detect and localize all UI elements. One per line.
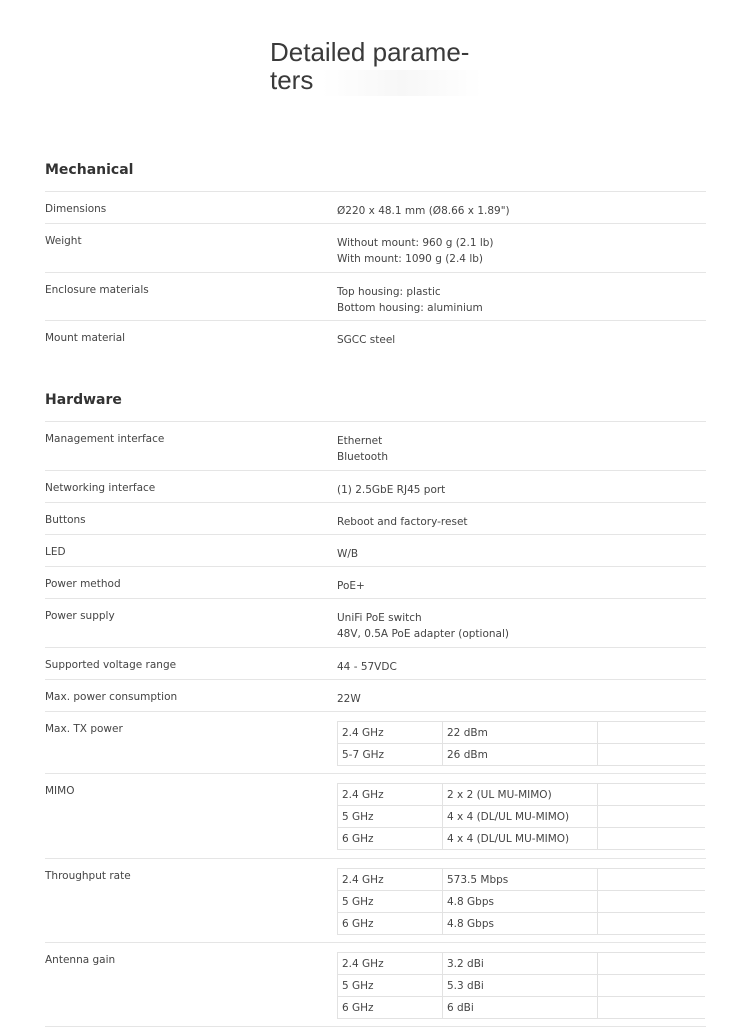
empty-cell <box>598 997 706 1019</box>
spec-value: Bluetooth <box>337 451 388 463</box>
band-cell: 2.4 GHz <box>338 869 443 891</box>
hardware-heading: Hardware <box>45 392 122 408</box>
band-cell: 2.4 GHz <box>338 784 443 806</box>
table-row <box>338 997 706 1019</box>
spec-row <box>45 223 706 272</box>
empty-cell <box>598 744 706 766</box>
band-cell: 6 GHz <box>338 828 443 850</box>
mimo-table <box>337 783 705 850</box>
band-cell: 5-7 GHz <box>338 744 443 766</box>
spec-label: Weight <box>45 235 82 247</box>
value-cell: 4.8 Gbps <box>443 891 598 913</box>
spec-value: (1) 2.5GbE RJ45 port <box>337 484 446 496</box>
empty-cell <box>598 891 706 913</box>
spec-value: With mount: 1090 g (2.4 lb) <box>337 253 484 265</box>
spec-label: Mount material <box>45 332 126 344</box>
spec-label: Networking interface <box>45 482 156 494</box>
title-fade-overlay <box>322 70 482 96</box>
table-row <box>338 913 706 935</box>
spec-label: LED <box>45 546 66 558</box>
value-cell: 3.2 dBi <box>443 953 598 975</box>
spec-row-antenna-gain <box>45 942 706 1027</box>
spec-value: 44 - 57VDC <box>337 661 397 673</box>
spec-label: Throughput rate <box>45 870 131 882</box>
band-cell: 5 GHz <box>338 891 443 913</box>
spec-label: MIMO <box>45 785 75 797</box>
spec-label: Enclosure materials <box>45 284 149 296</box>
throughput-table <box>337 868 705 935</box>
spec-value: Ethernet <box>337 435 383 447</box>
table-row <box>338 806 706 828</box>
spec-value: Without mount: 960 g (2.1 lb) <box>337 237 494 249</box>
empty-cell <box>598 828 706 850</box>
value-cell: 4.8 Gbps <box>443 913 598 935</box>
empty-cell <box>598 913 706 935</box>
spec-label: Management interface <box>45 433 165 445</box>
spec-row <box>45 502 706 534</box>
band-cell: 5 GHz <box>338 975 443 997</box>
value-cell: 2 x 2 (UL MU-MIMO) <box>443 784 598 806</box>
spec-label: Buttons <box>45 514 86 526</box>
spec-label: Power supply <box>45 610 115 622</box>
spec-row <box>45 647 706 679</box>
empty-cell <box>598 806 706 828</box>
spec-value: W/B <box>337 548 359 560</box>
band-cell: 5 GHz <box>338 806 443 828</box>
hardware-section <box>45 389 706 411</box>
spec-label: Antenna gain <box>45 954 116 966</box>
value-cell: 5.3 dBi <box>443 975 598 997</box>
spec-value: PoE+ <box>337 580 365 592</box>
value-cell: 6 dBi <box>443 997 598 1019</box>
band-cell: 2.4 GHz <box>338 722 443 744</box>
spec-value: 22W <box>337 693 361 705</box>
table-row <box>338 891 706 913</box>
spec-label: Power method <box>45 578 121 590</box>
mechanical-section <box>45 159 706 181</box>
spec-row <box>45 421 706 470</box>
table-row <box>338 953 706 975</box>
spec-value: Top housing: plastic <box>337 286 441 298</box>
empty-cell <box>598 869 706 891</box>
table-row <box>338 744 706 766</box>
page-title-line-2: ters <box>270 65 314 95</box>
spec-value: Ø220 x 48.1 mm (Ø8.66 x 1.89") <box>337 205 510 217</box>
spec-value: SGCC steel <box>337 334 396 346</box>
value-cell: 4 x 4 (DL/UL MU-MIMO) <box>443 828 598 850</box>
spec-row-throughput <box>45 858 706 942</box>
spec-value: Reboot and factory-reset <box>337 516 468 528</box>
spec-value: Bottom housing: aluminium <box>337 302 483 314</box>
empty-cell <box>598 784 706 806</box>
spec-row-mimo <box>45 773 706 858</box>
table-row <box>338 869 706 891</box>
spec-value: UniFi PoE switch <box>337 612 422 624</box>
page-title-line-1: Detailed parame- <box>270 37 470 67</box>
band-cell: 6 GHz <box>338 913 443 935</box>
mechanical-heading: Mechanical <box>45 162 134 178</box>
value-cell: 4 x 4 (DL/UL MU-MIMO) <box>443 806 598 828</box>
value-cell: 573.5 Mbps <box>443 869 598 891</box>
spec-label: Max. power consumption <box>45 691 178 703</box>
empty-cell <box>598 722 706 744</box>
table-row <box>338 975 706 997</box>
spec-value: 48V, 0.5A PoE adapter (optional) <box>337 628 509 640</box>
table-row <box>338 722 706 744</box>
spec-row <box>45 598 706 647</box>
spec-row <box>45 566 706 598</box>
band-cell: 6 GHz <box>338 997 443 1019</box>
spec-row <box>45 191 706 223</box>
value-cell: 22 dBm <box>443 722 598 744</box>
spec-row <box>45 679 706 711</box>
value-cell: 26 dBm <box>443 744 598 766</box>
spec-label: Supported voltage range <box>45 659 177 671</box>
tx-power-table <box>337 721 705 766</box>
spec-row <box>45 320 706 352</box>
spec-row <box>45 534 706 566</box>
table-row <box>338 784 706 806</box>
spec-row <box>45 470 706 502</box>
spec-row <box>45 272 706 320</box>
empty-cell <box>598 953 706 975</box>
table-row <box>338 828 706 850</box>
empty-cell <box>598 975 706 997</box>
spec-label: Dimensions <box>45 203 107 215</box>
antenna-gain-table <box>337 952 705 1019</box>
band-cell: 2.4 GHz <box>338 953 443 975</box>
spec-row-tx-power <box>45 711 706 773</box>
spec-label: Max. TX power <box>45 723 123 735</box>
